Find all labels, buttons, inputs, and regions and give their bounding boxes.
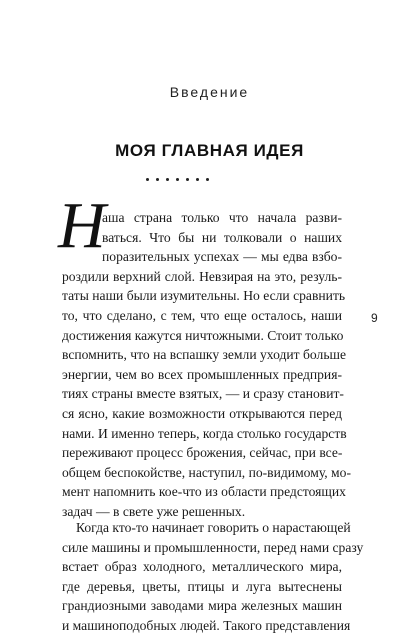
text-line: ся ясно, какие возможности открываются перед (62, 405, 342, 421)
chapter-title: МОЯ ГЛАВНАЯ ИДЕЯ (115, 141, 304, 160)
text-line: аша страна только что начала разви- (102, 210, 342, 225)
ornament-dot (156, 178, 159, 181)
ornament-dot (196, 178, 199, 181)
drop-cap: Н (58, 189, 106, 262)
text-line: тиях страны вместе взятых, — и сразу становит- (62, 386, 344, 402)
ornament-dot (166, 178, 169, 181)
page-number: 9 (371, 311, 378, 325)
text-line: и машиноподобных людей. Такого представления (62, 617, 351, 633)
text-line: энергии, чем во всех промышленных предприя- (62, 366, 342, 382)
text-line: нами. И именно теперь, когда столько государств (62, 425, 347, 441)
text-line: силе машины и промышленности, перед нами сразу (62, 539, 364, 555)
ornament-dot (176, 178, 179, 181)
text-line: задач — в свете уже решенных. (62, 503, 246, 519)
text-line: роздили верхний слой. Невзирая на это, резуль- (62, 268, 342, 284)
text-line: то, что сделано, с тем, что еще осталось, наши (62, 307, 342, 323)
text-line: общем беспокойстве, наступил, по-видимому, мо- (62, 464, 351, 480)
text-line: ваться. Что бы ни толковали о наших (102, 229, 342, 245)
ornament-dots (146, 178, 209, 181)
text-line: таты наши были изумительны. Но если сравнить (62, 288, 346, 304)
ornament-dot (206, 178, 209, 181)
text-line: вспомнить, что на вспашку земли уходит больше (62, 347, 347, 363)
section-label: Введение (169, 84, 250, 100)
ornament-dot (186, 178, 189, 181)
text-line: достижения кажутся ничтожными. Стоит только (62, 327, 344, 343)
text-line: поразительных успехах — мы едва взбо- (102, 249, 342, 265)
text-line: переживают процесс брожения, сейчас, при все- (62, 445, 343, 461)
text-line: грандиозными заводами мира железных машин (62, 598, 342, 614)
paragraph-2 (62, 518, 364, 636)
paragraph-1 (62, 208, 351, 522)
ornament-dot (146, 178, 149, 181)
text-line: где деревья, цветы, птицы и луга вытеснены (62, 578, 342, 594)
text-line: Когда кто-то начинает говорить о нарастающей (76, 520, 351, 535)
text-line: мент напомнить кое-что из области предстоящих (62, 484, 346, 500)
text-line: встает образ холодного, металлического мира, (62, 559, 342, 575)
